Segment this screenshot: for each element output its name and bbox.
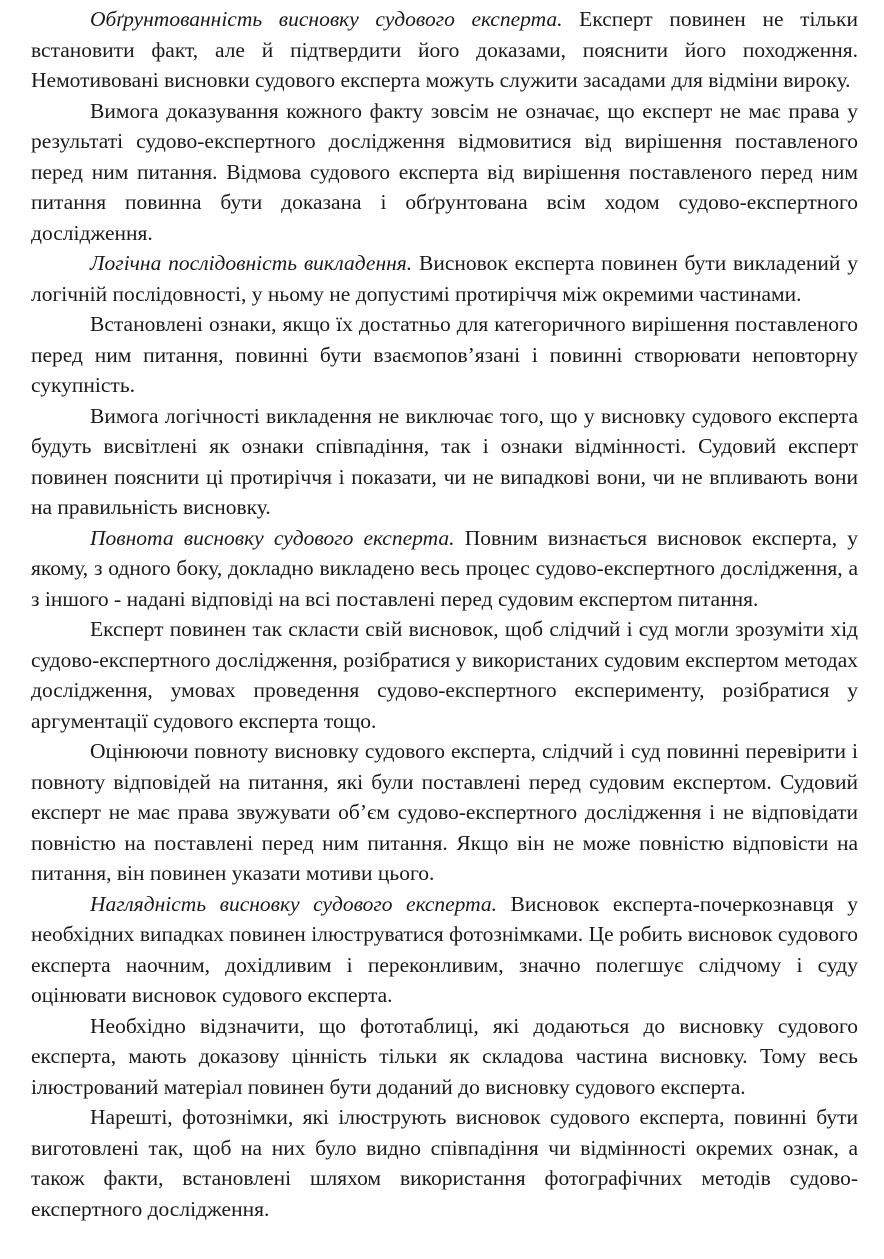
paragraph-text: Повним визнається висновок експерта, у якому, з одного боку, докладно викладено весь процес судово-експертного дослідження, а з іншого - надані відповіді на всі поставлені перед судовим експертом питання.	[31, 525, 858, 611]
paragraph-text: Нарешті, фотознімки, які ілюструють висновок судового експерта, повинні бути виготовлені так, щоб на них було видно співпадіння чи відмінності окремих ознак, а також факти, встановлені шляхом використання фотографічних методів судово-експертного дослідження.	[31, 1105, 858, 1221]
paragraph-text: Вимога доказування кожного факту зовсім не означає, що експерт не має права у результаті судово-експертного дослідження відмовитися від вирішення поставленого перед ним питання. Відмова судового експерта від вирішення поставленого перед ним питання повинна бути доказана і обґрунтована всім ходом судово-експертного дослідження.	[31, 98, 858, 245]
paragraph-text: Висновок експерта-почеркознавця у необхідних випадках повинен ілюструватися фотознімками. Це робить висновок судового експерта наочним, дохідливим і переконливим, значно полегшує слідчому і суду оцінювати висновок судового експерта.	[31, 891, 858, 1007]
paragraph	[31, 96, 858, 249]
paragraph	[31, 1102, 858, 1224]
paragraph	[31, 4, 858, 96]
paragraph	[31, 1011, 858, 1103]
paragraph-text: Експерт повинен так скласти свій висновок, щоб слідчий і суд могли зрозуміти хід судово-експертного дослідження, розібратися у використаних судовим експертом методах дослідження, умовах проведення судово-експертного експерименту, розібратися у аргументації судового експерта тощо.	[31, 617, 858, 733]
paragraph-text: Висновок експерта повинен бути викладений у логічній послідовності, у ньому не допустимі протиріччя між окремими частинами.	[31, 251, 859, 306]
paragraph-lead: Обґрунтованність висновку судового експерта.	[90, 7, 563, 31]
paragraph-lead: Наглядність висновку судового експерта.	[90, 891, 498, 916]
paragraph	[31, 736, 858, 889]
paragraph-text: Необхідно відзначити, що фототаблиці, які додаються до висновку судового експерта, мають доказову цінність тільки як складова частина висновку. Тому весь ілюстрований матеріал повинен бути доданий до висновку судового експерта.	[31, 1013, 858, 1099]
paragraph	[31, 248, 858, 309]
paragraph	[31, 889, 858, 1011]
paragraph	[31, 523, 858, 615]
paragraph-lead: Логічна послідовність викладення.	[90, 251, 413, 275]
paragraph-text: Встановлені ознаки, якщо їх достатньо для категоричного вирішення поставленого перед ним питання, повинні бути взаємопов’язані і повинні створювати неповторну сукупність.	[31, 312, 858, 397]
paragraph-text: Експерт повинен не тільки встановити факт, але й підтвердити його доказами, пояснити його походження. Немотивовані висновки судового експерта можуть служити засадами для відміни вироку.	[31, 7, 858, 92]
paragraph-text: Вимога логічності викладення не виключає того, що у висновку судового експерта будуть висвітлені як ознаки співпадіння, так і ознаки відмінності. Судовий експерт повинен пояснити ці протиріччя і показати, чи не випадкові вони, чи не впливають вони на правильність висновку.	[31, 403, 858, 519]
paragraph	[31, 309, 858, 401]
paragraph-lead: Повнота висновку судового експерта.	[90, 525, 455, 550]
paragraph	[31, 614, 858, 736]
paragraph-text: Оцінюючи повноту висновку судового експерта, слідчий і суд повинні перевірити і повноту відповідей на питання, які були поставлені перед судовим експертом. Судовий експерт не має права звужувати об’єм судово-експертного дослідження і не відповідати повністю на поставлені перед ним питання. Якщо він не може повністю відповісти на питання, він повинен указати мотиви цього.	[31, 739, 858, 885]
paragraph	[31, 401, 858, 523]
